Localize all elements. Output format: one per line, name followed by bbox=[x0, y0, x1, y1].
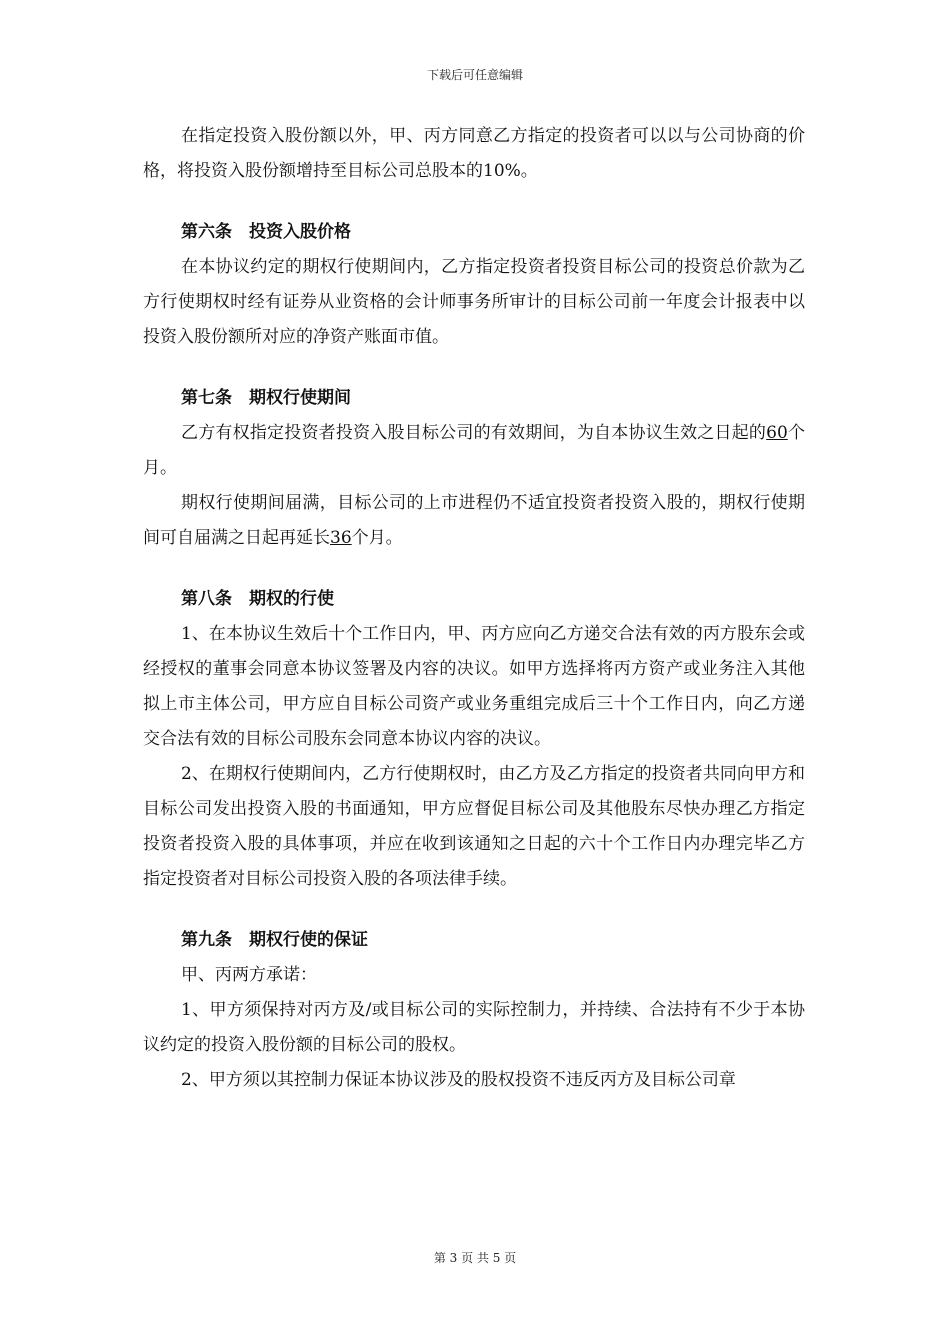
text-segment: 个月。 bbox=[143, 423, 806, 478]
paragraph-intro: 在指定投资入股份额以外，甲、丙方同意乙方指定的投资者可以以与公司协商的价格，将投资入股份额增持至目标公司总股本的10%。 bbox=[143, 126, 805, 181]
article-8-title: 第八条 期权的行使 bbox=[181, 589, 334, 609]
text-segment: 乙方有权指定投资者投资入股目标公司的有效期间，为自本协议生效之日起的 bbox=[181, 423, 767, 443]
article-7-paragraph-1 bbox=[143, 416, 805, 486]
article-9-paragraph-2: 2、甲方须以其控制力保证本协议涉及的股权投资不违反丙方及目标公司章 bbox=[181, 1070, 736, 1090]
article-9-title: 第九条 期权行使的保证 bbox=[181, 930, 368, 950]
article-7-title: 第七条 期权行使期间 bbox=[181, 388, 351, 408]
text-segment: 个月。 bbox=[351, 528, 403, 548]
article-8-paragraph-2: 2、在期权行使期间内，乙方行使期权时，由乙方及乙方指定的投资者共同向甲方和目标公司发出投资入股的书面通知，甲方应督促目标公司及其他股东尽快办理乙方指定投资者投资入股的具体事项，并应在收到该通知之日起的六十个工作日内办理完毕乙方指定投资者对目标公司投资入股的各项法律手续。 bbox=[143, 764, 805, 889]
underlined-number: 36 bbox=[330, 528, 352, 548]
page-header: 下载后可任意编辑 bbox=[426, 68, 523, 82]
article-7-paragraph-2 bbox=[143, 486, 805, 556]
article-8-paragraph-1: 1、在本协议生效后十个工作日内，甲、丙方应向乙方递交合法有效的丙方股东会或经授权的董事会同意本协议签署及内容的决议。如甲方选择将丙方资产或业务注入其他拟上市主体公司，甲方应自目标公司资产或业务重组完成后三十个工作日内，向乙方递交合法有效的目标公司股东会同意本协议内容的决议。 bbox=[143, 624, 805, 749]
article-6-title: 第六条 投资入股价格 bbox=[181, 222, 351, 242]
article-9-paragraph-1: 1、甲方须保持对丙方及/或目标公司的实际控制力，并持续、合法持有不少于本协议约定的投资入股份额的目标公司的股权。 bbox=[143, 1000, 805, 1055]
article-6-paragraph: 在本协议约定的期权行使期间内，乙方指定投资者投资目标公司的投资总价款为乙方行使期权时经有证券从业资格的会计师事务所审计的目标公司前一年度会计报表中以投资入股份额所对应的净资产账面市值。 bbox=[143, 257, 805, 347]
underlined-number: 60 bbox=[766, 423, 788, 443]
article-9-intro: 甲、丙两方承诺： bbox=[181, 965, 317, 985]
page-footer: 第 3 页 共 5 页 bbox=[433, 1251, 517, 1265]
document-body bbox=[143, 119, 805, 1098]
text-segment: 期权行使期间届满，目标公司的上市进程仍不适宜投资者投资入股的，期权行使期间可自届满之日起再延长 bbox=[143, 493, 805, 548]
